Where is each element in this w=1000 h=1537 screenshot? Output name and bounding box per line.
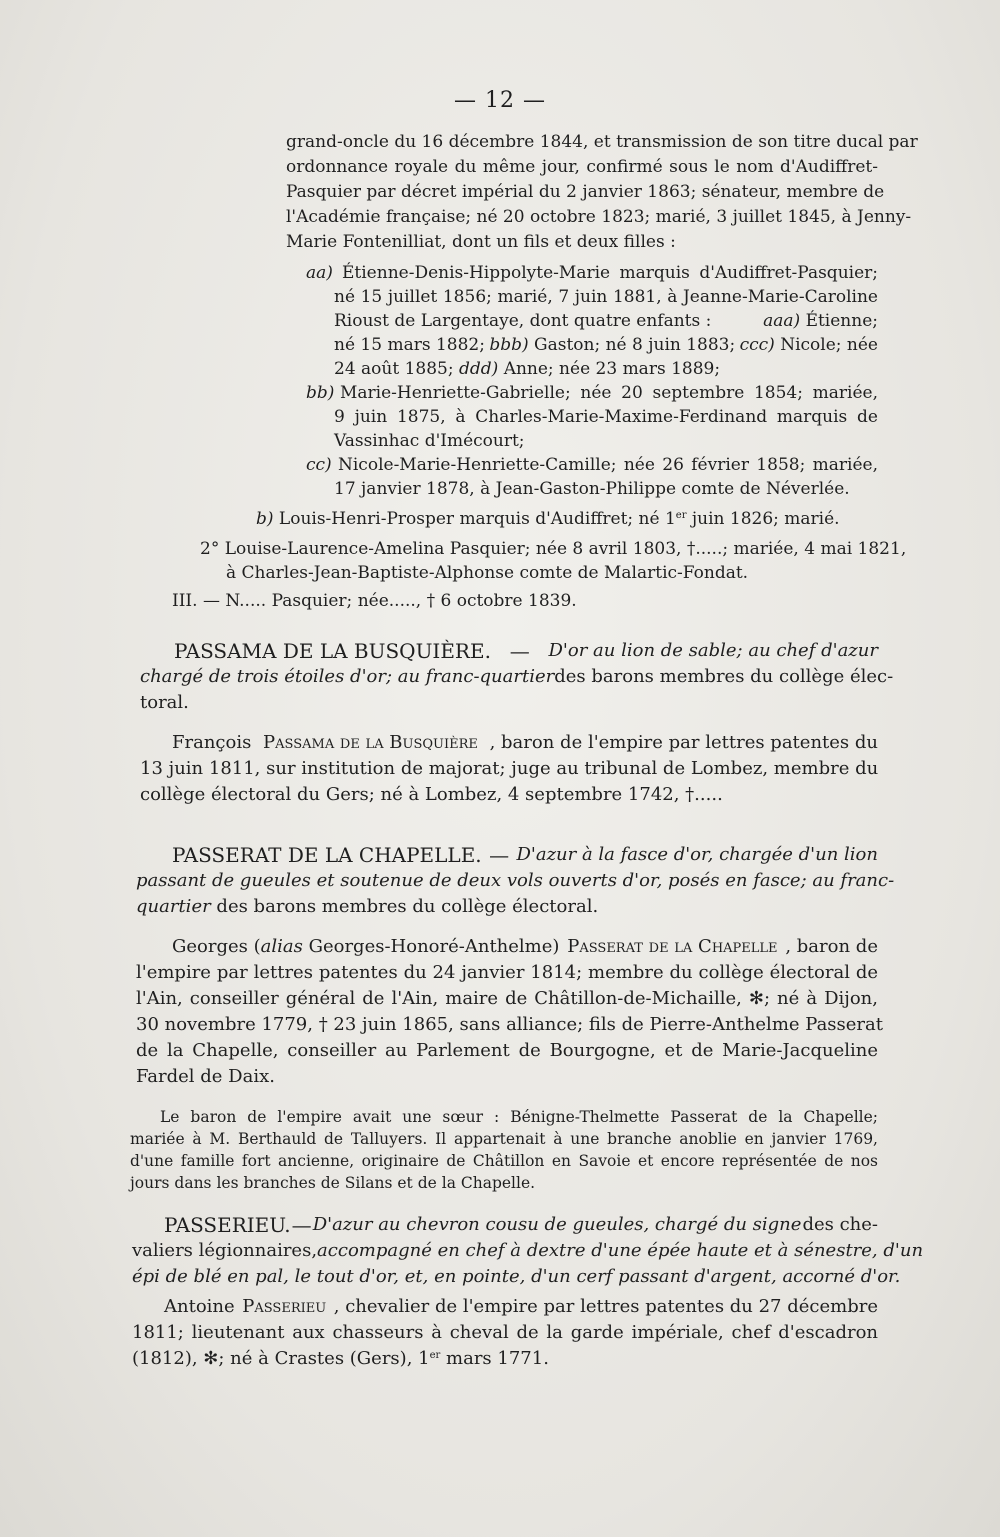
entry-heading: PASSAMA DE LA BUSQUIÈRE. — D'or au lion de sable; au chef d'azur: [174, 639, 878, 663]
text-line: 1811; lieutenant aux chasseurs à cheval de la garde impériale, chef d'escadron: [132, 1322, 878, 1343]
text-line: 17 janvier 1878, à Jean-Gaston-Philippe comte de Néverlée.: [334, 479, 850, 499]
item-label: bb): [306, 383, 335, 403]
text-line: Étienne-Denis-Hippolyte-Marie marquis d'Audiffret-Pasquier;: [342, 263, 878, 283]
text-line: b) Louis-Henri-Prosper marquis d'Audiffret; né 1er juin 1826; marié.: [256, 509, 840, 529]
note-line: Le baron de l'empire avait une sœur : Bénigne-Thelmette Passerat de la Chapelle;: [160, 1108, 878, 1126]
text-line: Rioust de Largentaye, dont quatre enfants : aaa) Étienne;: [334, 311, 878, 331]
blazon-line: quartier des barons membres du collège électoral.: [136, 896, 599, 917]
note-line: jours dans les branches de Silans et de la Chapelle.: [130, 1174, 536, 1192]
text-line: Pasquier par décret impérial du 2 janvier 1863; sénateur, membre de: [286, 182, 885, 202]
person-name: Passerieu: [242, 1296, 327, 1317]
text-line: Georges (alias Georges-Honoré-Anthelme) Passerat de la Chapelle , baron de: [172, 936, 878, 957]
blazon-line: chargé de trois étoiles d'or; au franc-quartier des barons membres du collège élec-: [140, 666, 894, 687]
text-line: l'empire par lettres patentes du 24 janvier 1814; membre du collège électoral de: [136, 962, 878, 983]
text-line: l'Académie française; né 20 octobre 1823; marié, 3 juillet 1845, à Jenny-: [286, 207, 912, 227]
text-line: III. — N..... Pasquier; née....., † 6 octobre 1839.: [172, 591, 577, 611]
entry-heading: PASSERAT DE LA CHAPELLE. — D'azur à la fasce d'or, chargée d'un lion: [172, 843, 878, 867]
person-name: Passama de la Busquière: [263, 732, 478, 753]
entry-title: PASSERAT DE LA CHAPELLE.: [172, 843, 482, 867]
text-line: né 15 juillet 1856; marié, 7 juin 1881, à Jeanne-Marie-Caroline: [334, 287, 878, 307]
note-line: d'une famille fort ancienne, originaire de Châtillon en Savoie et encore représentée de nos: [130, 1152, 878, 1170]
blazon: D'azur au chevron cousu de gueules, chargé du signe: [312, 1214, 802, 1235]
blazon-line: épi de blé en pal, le tout d'or, et, en pointe, d'un cerf passant d'argent, accorné d'or.: [132, 1266, 901, 1287]
text-line: 30 novembre 1779, † 23 juin 1865, sans alliance; fils de Pierre-Anthelme Passerat: [136, 1014, 883, 1035]
blazon-line: passant de gueules et soutenue de deux vols ouverts d'or, posés en fasce; au franc-: [136, 870, 895, 891]
text-line: 9 juin 1875, à Charles-Marie-Maxime-Ferdinand marquis de: [334, 407, 878, 427]
text-line: Vassinhac d'Imécourt;: [334, 431, 525, 451]
text-line: 13 juin 1811, sur institution de majorat; juge au tribunal de Lombez, membre du: [140, 758, 879, 779]
blazon: D'or au lion de sable; au chef d'azur: [548, 640, 878, 661]
entry-title: PASSERIEU.: [164, 1213, 291, 1237]
text-line: Fardel de Daix.: [136, 1066, 275, 1087]
text-line: Marie Fontenilliat, dont un fils et deux filles :: [286, 232, 676, 252]
note-line: mariée à M. Berthauld de Talluyers. Il appartenait à une branche anoblie en janvier 1769,: [130, 1130, 878, 1148]
blazon: D'azur à la fasce d'or, chargée d'un lion: [516, 844, 878, 865]
text-line: Nicole-Marie-Henriette-Camille; née 26 février 1858; mariée,: [338, 455, 878, 475]
text-line: collège électoral du Gers; né à Lombez, 4 septembre 1742, †.....: [140, 784, 723, 805]
text-line: de la Chapelle, conseiller au Parlement de Bourgogne, et de Marie-Jacqueline: [136, 1040, 878, 1061]
text-line: François Passama de la Busquière , baron de l'empire par lettres patentes du: [172, 732, 878, 753]
text-line: 24 août 1885; ddd) Anne; née 23 mars 1889;: [334, 359, 721, 379]
blazon-line: valiers légionnaires, accompagné en chef à dextre d'une épée haute et à sénestre, d'un: [132, 1240, 924, 1261]
text-line: 2° Louise-Laurence-Amelina Pasquier; née 8 avril 1803, †.....; mariée, 4 mai 1821,: [200, 539, 907, 559]
person-name: Passerat de la Chapelle: [567, 936, 778, 957]
item-label: cc): [306, 455, 332, 475]
text-line: né 15 mars 1882; bbb) Gaston; né 8 juin 1883; ccc) Nicole; née: [334, 335, 878, 355]
text-line: (1812), ✻; né à Crastes (Gers), 1er mars 1771.: [132, 1348, 549, 1369]
page-number: — 12 —: [454, 88, 546, 113]
entry-heading: PASSERIEU. — D'azur au chevron cousu de gueules, chargé du signe des che-: [164, 1213, 878, 1237]
text-line: à Charles-Jean-Baptiste-Alphonse comte de Malartic-Fondat.: [226, 563, 749, 583]
text-line: Marie-Henriette-Gabrielle; née 20 septembre 1854; mariée,: [340, 383, 878, 403]
blazon-line: toral.: [140, 692, 189, 713]
entry-title: PASSAMA DE LA BUSQUIÈRE.: [174, 639, 491, 663]
text-line: grand-oncle du 16 décembre 1844, et transmission de son titre ducal par: [286, 132, 918, 152]
text-line: ordonnance royale du même jour, confirmé sous le nom d'Audiffret-: [286, 157, 878, 177]
item-label: aa): [306, 263, 333, 283]
text-line: l'Ain, conseiller général de l'Ain, maire de Châtillon-de-Michaille, ✻; né à Dijon,: [136, 988, 878, 1009]
text-line: Antoine Passerieu , chevalier de l'empire par lettres patentes du 27 décembre: [164, 1296, 878, 1317]
